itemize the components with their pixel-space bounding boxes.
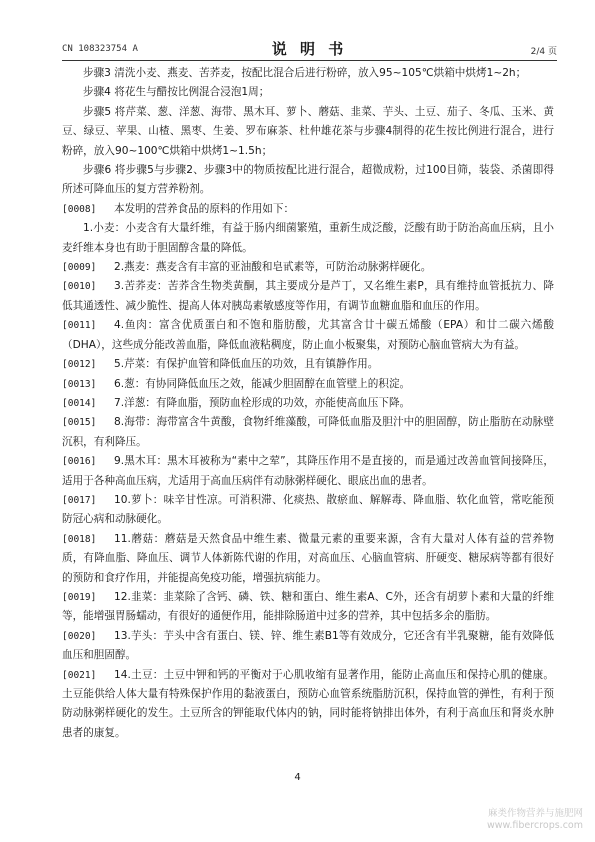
site-watermark (487, 808, 583, 832)
paragraph-0011 (62, 316, 554, 355)
paragraph-step-3 (62, 64, 554, 83)
paragraph-number: [0019] (62, 591, 97, 603)
paragraph-0013 (62, 375, 554, 394)
page-number: 4 (294, 772, 301, 783)
paragraph-number: [0009] (62, 262, 97, 274)
paragraph-0021 (62, 666, 554, 744)
paragraph-0009 (62, 258, 554, 277)
paragraph-0008 (62, 200, 554, 219)
paragraph-number: [0013] (62, 378, 97, 390)
paragraph-number: [0015] (62, 417, 97, 429)
paragraph-text: 12.韭菜：韭菜除了含钙、磷、铁、糖和蛋白、维生素A、C外，还含有胡萝卜素和大量的纤维等，能增强胃肠蠕动，有很好的通便作用，能排除肠道中过多的营养，其中包括多余的脂肪。 (62, 590, 554, 623)
paragraph-text: 9.黑木耳：黑木耳被称为“素中之荤”，其降压作用不是直接的，而是通过改善血管间接降压，适用于各种高血压病，尤适用于高血压病伴有动脉粥样硬化、眼底出血的患者。 (62, 455, 554, 487)
paragraph-0018 (62, 530, 554, 588)
paragraph-text: 5.芹菜：有保护血管和降低血压的功效，且有镇静作用。 (114, 358, 379, 371)
page-header (62, 38, 557, 60)
paragraph-0012 (62, 355, 554, 374)
watermark-name: 麻类作物营养与施肥网 (487, 808, 583, 819)
paragraph-number: [0017] (62, 494, 97, 506)
paragraph-text: 2.燕麦：燕麦含有丰富的亚油酸和皂甙素等，可防治动脉粥样硬化。 (114, 261, 432, 274)
paragraph-number: [0011] (62, 320, 97, 332)
page-indicator: 2/4 页 (530, 47, 557, 57)
paragraph-text: 本发明的营养食品的原料的作用如下： (114, 202, 295, 215)
paragraph-text: 13.芋头：芋头中含有蛋白、镁、锌、维生素B1等有效成分，它还含有半乳聚糖，能有效降低血压和胆固醇。 (62, 629, 554, 662)
paragraph-text: 10.萝卜：味辛甘性凉。可消积滞、化痰热、散瘀血、解解毒、降血脂、软化血管，常吃能预防冠心病和动脉硬化。 (62, 493, 554, 526)
paragraph-0014 (62, 394, 554, 413)
paragraph-text: 8.海带：海带富含牛黄酸，食物纤维藻酸，可降低血脂及胆汁中的胆固醇，防止脂肪在动脉壁沉积，有利降压。 (62, 416, 554, 448)
paragraph-text: 6.葱：有协同降低血压之效，能减少胆固醇在血管壁上的积淀。 (114, 377, 411, 390)
paragraph-text: 14.土豆：土豆中钾和钙的平衡对于心肌收缩有显著作用，能防止高血压和保持心肌的健康。土豆能供给人体大量有特殊保护作用的黏液蛋白，预防心血管系统脂肪沉积，保持血管的弹性，有利于预防动脉粥样硬化的发生。土豆所含的钾能取代体内的钠，同时能将钠排出体外，有利于高血压和肾炎水肿患者的康复。 (62, 668, 554, 739)
paragraph-step-5 (62, 103, 554, 161)
paragraph-number: [0010] (62, 281, 97, 293)
paragraph-text: 1.小麦：小麦含有大量纤维，有益于肠内细菌繁殖，重新生成泛酸，泛酸有助于防治高血压病，且小麦纤维本身也有助于胆固醇含量的降低。 (62, 222, 554, 254)
paragraph-number: [0016] (62, 456, 97, 468)
paragraph-number: [0014] (62, 397, 97, 409)
paragraph-text: 步骤6 将步骤5与步骤2、步骤3中的物质按配比进行混合，超微成粉，过100目筛，装袋、杀菌即得所述可降血压的复方营养粉剂。 (62, 164, 554, 196)
paragraph-text: 步骤5 将芹菜、葱、洋葱、海带、黑木耳、萝卜、蘑菇、韭菜、芋头、土豆、茄子、冬瓜、玉米、黄豆、绿豆、苹果、山楂、黑枣、生姜、罗布麻茶、杜仲雄花茶与步骤4制得的花生按比例进行混合，进行粉碎，放入90~100℃烘箱中烘烤1~1.5h； (62, 105, 554, 157)
paragraph-text: 3.苦荞麦：苦荞含生物类黄酮，其主要成分是芦丁，又名维生素P，具有维持血管抵抗力、降低其通透性、减少脆性、提高人体对胰岛素敏感度等作用，有调节血糖血脂和血压的作用。 (62, 280, 554, 312)
paragraph-number: [0012] (62, 359, 97, 371)
paragraph-text: 7.洋葱：有降血脂，预防血栓形成的功效，亦能使高血压下降。 (114, 396, 411, 409)
paragraph-text: 步骤4 将花生与醋按比例混合浸泡1周； (83, 86, 270, 99)
paragraph-text: 步骤3 清洗小麦、燕麦、苦荞麦，按配比混合后进行粉碎，放入95~105℃烘箱中烘烤1~2h； (83, 67, 527, 79)
paragraph-number: [0018] (62, 533, 97, 545)
paragraph-0017 (62, 491, 554, 530)
paragraph-number: [0020] (62, 630, 97, 642)
paragraph-text: 11.蘑菇：蘑菇是天然食品中维生素、微量元素的重要来源，含有大量对人体有益的营养物质，有降血脂、降血压、调节人体新陈代谢的作用，对高血压、心脑血管病、肝硬变、糖尿病等都有很好的预防和食疗作用，并能提高免疫功能，增强抗病能力。 (62, 532, 554, 584)
description-body (62, 64, 554, 743)
header-divider (62, 60, 557, 61)
paragraph-number: [0008] (62, 203, 97, 215)
paragraph-step-6 (62, 161, 554, 200)
publication-number: CN 108323754 A (62, 44, 138, 54)
watermark-url: www.fibercrops.com (486, 820, 583, 831)
paragraph-0015 (62, 413, 554, 452)
paragraph-wheat (62, 219, 554, 258)
paragraph-text: 4.鱼肉：富含优质蛋白和不饱和脂肪酸，尤其富含廿十碳五烯酸（EPA）和廿二碳六烯酸（DHA），这些成分能改善血脂，降低血液粘稠度，防止血小板聚集，对预防心脑血管病大为有益。 (62, 319, 554, 351)
paragraph-number: [0021] (62, 669, 97, 681)
paragraph-0016 (62, 452, 554, 491)
document-title: 说 明 书 (271, 40, 348, 58)
paragraph-step-4 (62, 83, 554, 102)
paragraph-0020 (62, 627, 554, 666)
paragraph-0010 (62, 277, 554, 316)
paragraph-0019 (62, 588, 554, 627)
